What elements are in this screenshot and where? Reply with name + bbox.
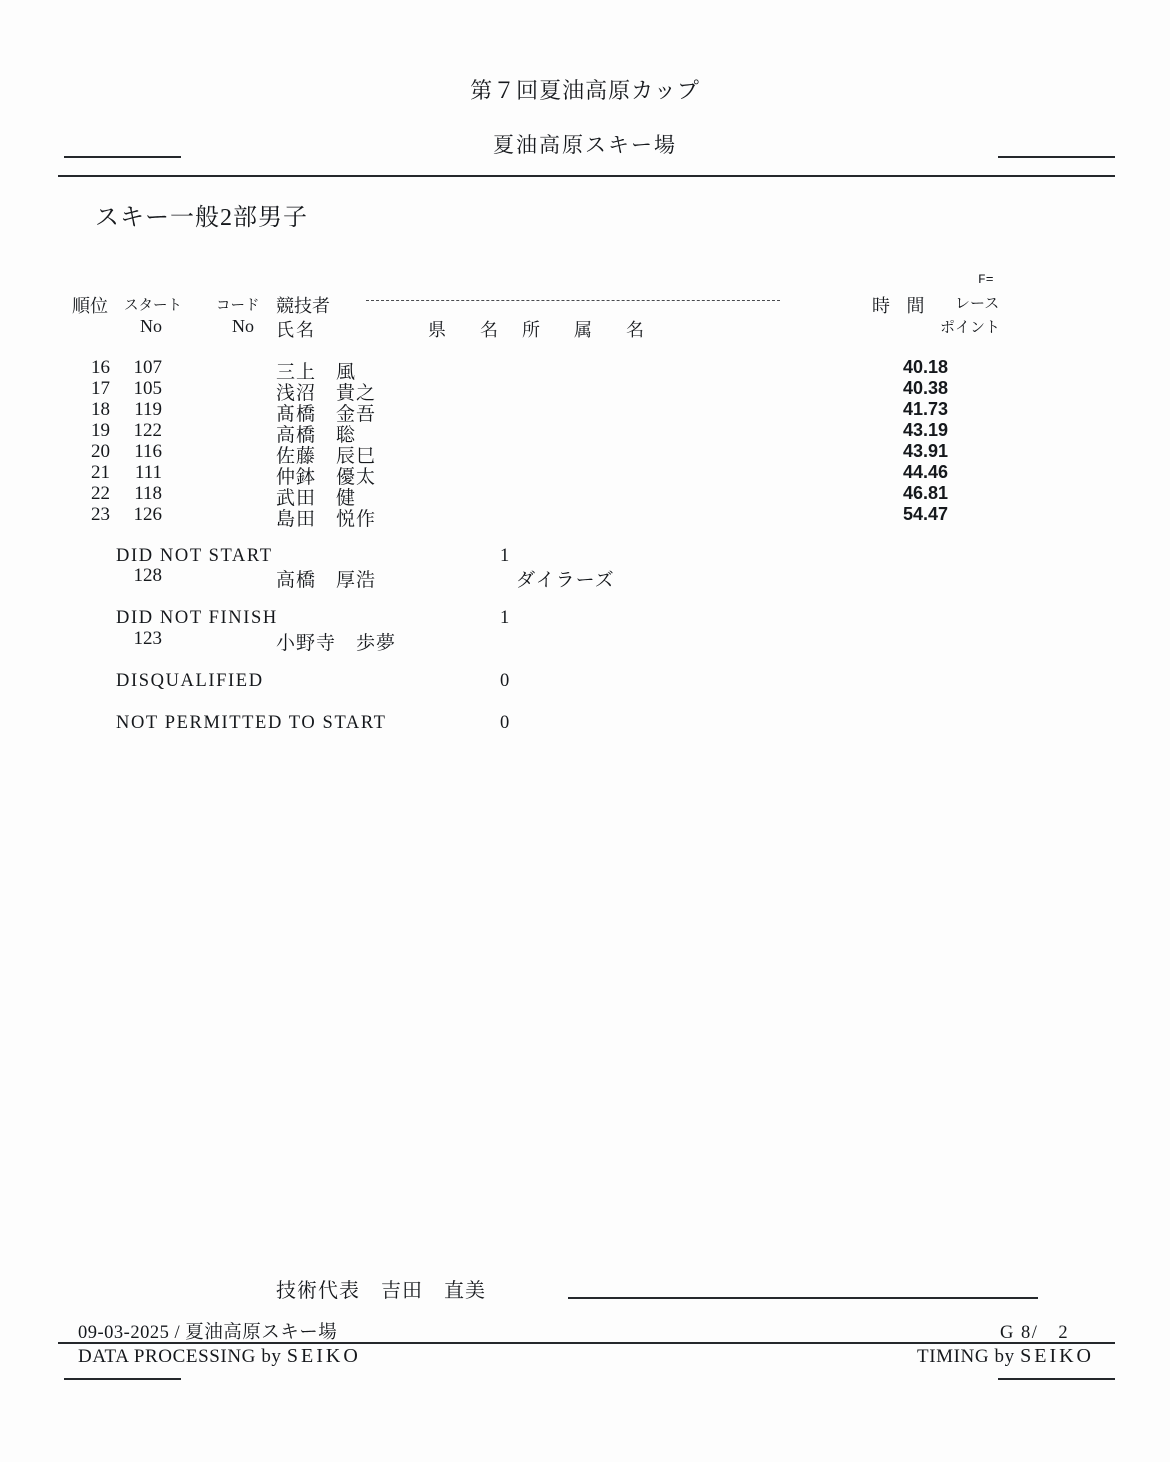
- header-rule-left: [64, 156, 181, 158]
- document-title: 第７回夏油高原カップ: [470, 78, 700, 103]
- signature-line: [568, 1297, 1038, 1299]
- status-name-dnf: 小野寺 歩夢: [276, 633, 397, 654]
- row-time: 54.47: [902, 504, 948, 524]
- footer-rule-right: [998, 1378, 1115, 1380]
- status-label-nps: NOT PERMITTED TO START: [116, 713, 387, 733]
- row-rank: 16: [91, 357, 110, 378]
- status-label-dns: DID NOT START: [116, 546, 273, 566]
- row-time: 40.38: [902, 378, 948, 398]
- row-bib: 118: [134, 483, 162, 504]
- footer-rule-left: [64, 1378, 181, 1380]
- row-rank: 18: [91, 399, 110, 420]
- footer-timing-label: TIMING by: [917, 1346, 1015, 1367]
- footer-page-number: G 8/ 2: [1000, 1323, 1070, 1343]
- row-name: 武田 健: [276, 488, 357, 509]
- row-rank: 19: [91, 420, 110, 441]
- header-code: コード: [216, 298, 260, 314]
- status-count-dns: 1: [500, 546, 510, 566]
- header-dashed-rule: [366, 300, 780, 301]
- event-name: スキー一般2部男子: [95, 205, 308, 231]
- table-row: [0, 399, 1170, 425]
- table-row: [0, 441, 1170, 467]
- footer-data-processing-brand: SEIKO: [286, 1345, 361, 1367]
- row-time: 43.19: [902, 420, 948, 440]
- header-athlete: 競技者: [276, 296, 330, 316]
- table-row: [0, 504, 1170, 530]
- header-rule-full: [58, 175, 1115, 177]
- row-bib: 107: [133, 357, 162, 378]
- status-club-dns: ダイラーズ: [516, 570, 615, 591]
- row-rank: 20: [91, 441, 110, 462]
- footer-data-processing: [78, 1345, 361, 1368]
- status-count-dsq: 0: [500, 671, 510, 691]
- row-rank: 23: [91, 504, 110, 525]
- status-bib-dnf: 123: [133, 628, 162, 649]
- row-name: 髙橋 金吾: [276, 404, 377, 425]
- technical-delegate: 技術代表 吉田 直美: [276, 1280, 486, 1302]
- footer-date-venue: 09-03-2025 / 夏油高原スキー場: [78, 1323, 338, 1343]
- row-name: 三上 風: [276, 362, 357, 383]
- table-row: [0, 483, 1170, 509]
- row-bib: 126: [133, 504, 162, 525]
- footer-timing-brand: SEIKO: [1020, 1345, 1094, 1367]
- footer-timing: [917, 1345, 1094, 1368]
- status-count-nps: 0: [500, 713, 510, 733]
- header-rule-right: [998, 156, 1115, 158]
- row-name: 仲鉢 優太: [276, 467, 377, 488]
- row-name: 島田 悦作: [276, 509, 377, 530]
- status-count-dnf: 1: [500, 608, 510, 628]
- table-row: [0, 420, 1170, 446]
- header-start-no: No: [140, 316, 162, 336]
- row-time: 44.46: [902, 462, 948, 482]
- row-rank: 17: [91, 378, 110, 399]
- document-subtitle: 夏油高原スキー場: [493, 133, 677, 157]
- row-bib: 105: [133, 378, 162, 399]
- table-row: [0, 357, 1170, 383]
- row-rank: 22: [91, 483, 110, 504]
- status-bib-dns: 128: [133, 565, 162, 586]
- header-start: スタート: [124, 298, 182, 314]
- header-race: レース: [955, 296, 1000, 312]
- header-f-equals: F=: [978, 272, 994, 287]
- status-name-dns: 高橋 厚浩: [276, 570, 377, 591]
- row-bib: 111: [134, 462, 162, 483]
- status-label-dnf: DID NOT FINISH: [116, 608, 278, 628]
- row-time: 40.18: [902, 357, 948, 377]
- row-bib: 122: [133, 420, 162, 441]
- row-time: 43.91: [902, 441, 948, 461]
- header-prefecture: 県 名: [428, 320, 506, 340]
- row-bib: 119: [134, 399, 162, 420]
- table-row: [0, 462, 1170, 488]
- header-rank: 順位: [72, 296, 108, 316]
- row-time: 46.81: [902, 483, 948, 503]
- header-club: 所 属 名: [522, 320, 652, 340]
- table-row: [0, 378, 1170, 404]
- footer-data-processing-label: DATA PROCESSING by: [78, 1346, 282, 1367]
- row-name: 浅沼 貴之: [276, 383, 377, 404]
- row-bib: 116: [134, 441, 162, 462]
- row-rank: 21: [91, 462, 110, 483]
- header-time: 時 間: [872, 296, 931, 316]
- row-time: 41.73: [902, 399, 948, 419]
- header-points: ポイント: [940, 320, 1001, 336]
- status-label-dsq: DISQUALIFIED: [116, 671, 264, 691]
- row-name: 佐藤 辰巳: [276, 446, 377, 467]
- header-name: 氏名: [276, 320, 316, 340]
- header-code-no: No: [232, 316, 254, 336]
- row-name: 高橋 聡: [276, 425, 357, 446]
- footer-rule: [58, 1342, 1115, 1344]
